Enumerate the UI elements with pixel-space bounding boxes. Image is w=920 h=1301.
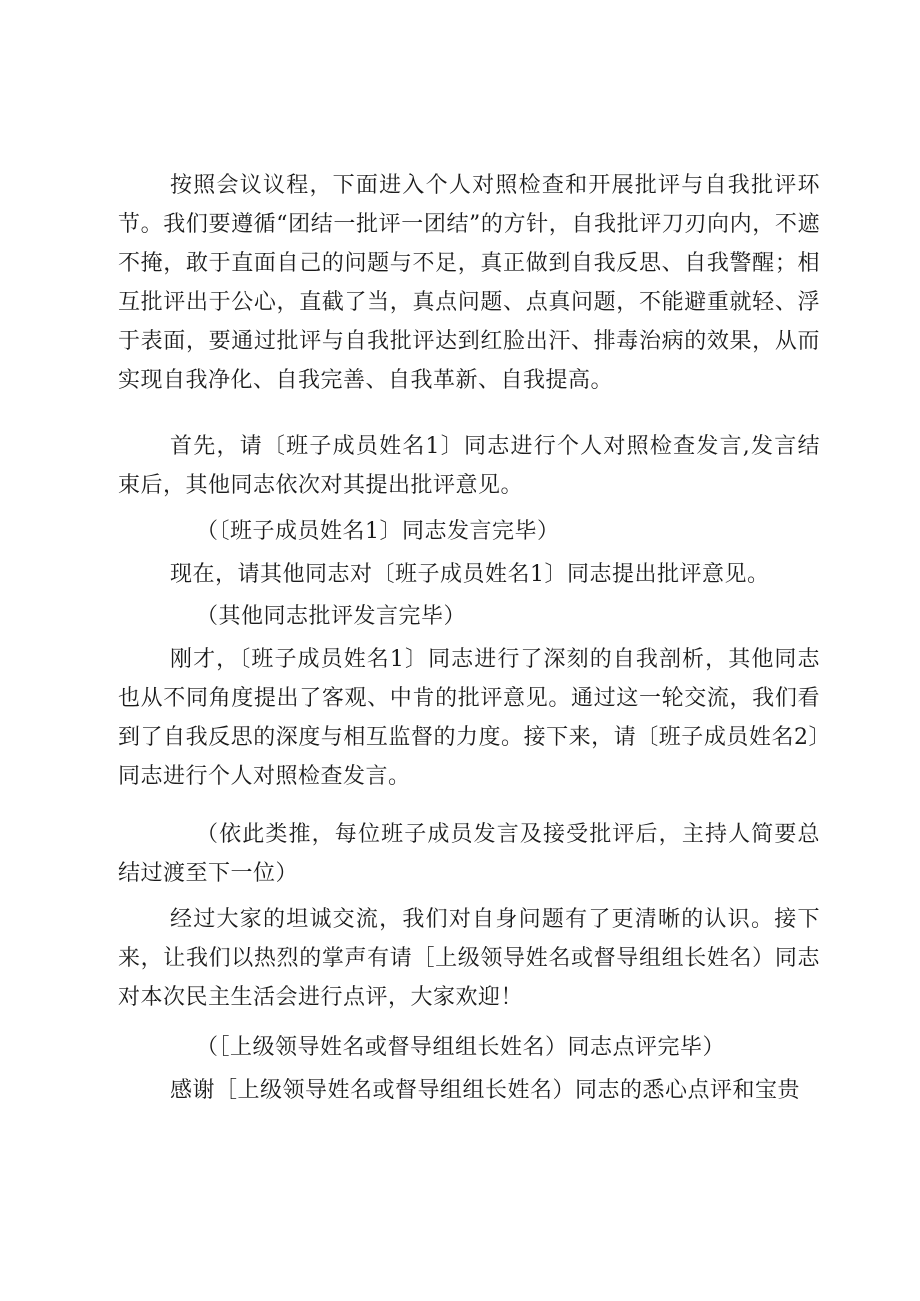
stage-direction-speech-done: （〔班子成员姓名1〕同志发言完毕） [196,519,560,544]
paragraph-thanks: 感谢［上级领导姓名或督导组组长姓名）同志的悉心点评和宝贵 [170,1078,801,1103]
stage-direction-criticism-done: （其他同志批评发言完毕） [196,604,467,629]
paragraph-summary-transition: 刚才，〔班子成员姓名1〕同志进行了深刻的自我剖析，其他同志也从不同角度提出了客观、中肯的批评意见。通过这一轮交流，我们看到了自我反思的深度与相互监督的力度。接下来，请〔班子成员姓名2〕同志进行个人对照检查发言。 [118,647,820,789]
paragraph-first-speaker: 首先，请〔班子成员姓名1〕同志进行个人对照检查发言,发言结束后，其他同志依次对其提出批评意见。 [118,434,820,498]
stage-direction-repeat: （依此类推，每位班子成员发言及接受批评后，主持人简要总结过渡至下一位） [118,822,820,886]
paragraph-invite-leader: 经过大家的坦诚交流，我们对自身问题有了更清晰的认识。接下来，让我们以热烈的掌声有请［上级领导姓名或督导组组长姓名）同志对本次民主生活会进行点评，大家欢迎！ [118,907,820,1010]
paragraph-request-criticism: 现在，请其他同志对〔班子成员姓名1〕同志提出批评意见。 [170,562,770,587]
paragraph-agenda-intro: 按照会议议程，下面进入个人对照检查和开展批评与自我批评环节。我们要遵循“团结一批评一团结”的方针，自我批评刀刃向内，不遮不掩，敢于直面自己的问题与不足，真正做到自我反思、自我警醒；相互批评出于公心，直截了当，真点问题、点真问题，不能避重就轻、浮于表面，要通过批评与自我批评达到红脸出汗、排毒治病的效果，从而实现自我净化、自我完善、自我革新、自我提高。 [118,173,820,393]
stage-direction-comment-done: （［上级领导姓名或督导组组长姓名）同志点评完毕） [196,1035,726,1060]
